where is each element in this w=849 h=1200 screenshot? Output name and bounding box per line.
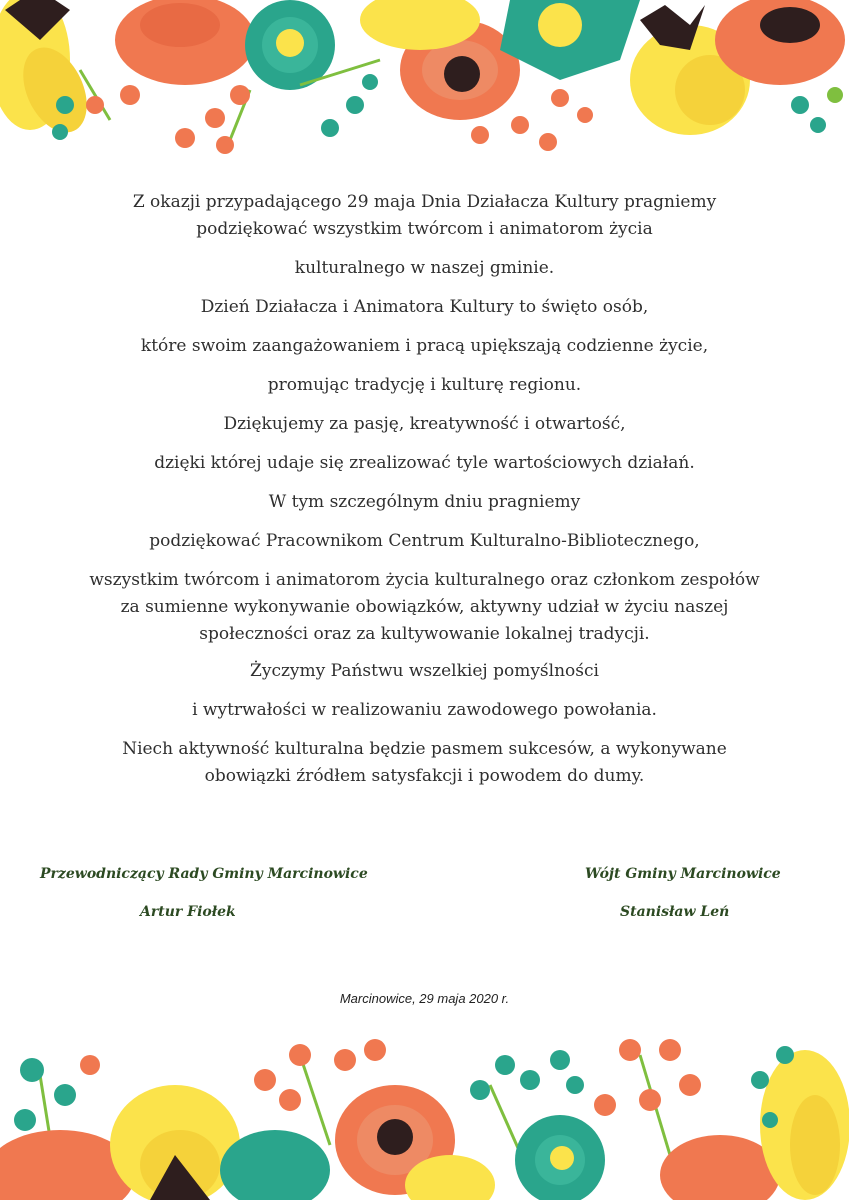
flower-teal-icon (245, 0, 335, 90)
flower-orange-icon (115, 0, 255, 85)
body-line: które swoim zaangażowaniem i pracą upiększają codzienne życie, (140, 336, 709, 356)
body-line: Dziękujemy za pasję, kreatywność i otwartość, (223, 414, 626, 434)
body-line: kulturalnego w naszej gminie. (294, 258, 555, 278)
flower-teal-icon (500, 0, 640, 80)
body-line: promując tradycję i kulturę regionu. (267, 375, 582, 395)
flower-yellow-icon (110, 1085, 240, 1200)
berries-icon (594, 1039, 701, 1155)
body-line: dzięki której udaje się zrealizować tyle wartościowych działań. (154, 453, 695, 473)
flower-yellow-icon (0, 0, 99, 143)
body-line: i wytrwałości w realizowaniu zawodowego powołania. (192, 700, 657, 720)
berries-icon (791, 87, 843, 133)
signature-right-name: Stanisław Leń (620, 904, 730, 920)
body-line: podziękować Pracownikom Centrum Kulturalno-Bibliotecznego, (149, 531, 700, 551)
signature-left-title: Przewodniczący Rady Gminy Marcinowice (40, 866, 368, 882)
date-line: Marcinowice, 29 maja 2020 r. (339, 991, 510, 1006)
body-line: podziękować wszystkim twórcom i animatorom życia (196, 219, 653, 239)
body-line: obowiązki źródłem satysfakcji i powodem do dumy. (204, 766, 645, 786)
flower-teal-icon (515, 1115, 605, 1200)
floral-border-bottom (0, 1025, 849, 1200)
letter-body (30, 190, 819, 788)
body-line: Życzymy Państwu wszelkiej pomyślności (250, 661, 599, 681)
body-line: W tym szczególnym dniu pragniemy (268, 492, 581, 512)
body-line: społeczności oraz za kultywowanie lokalnej tradycji. (199, 624, 650, 644)
body-line: wszystkim twórcom i animatorom życia kulturalnego oraz członkom zespołów (89, 570, 760, 590)
signature-right-title: Wójt Gminy Marcinowice (585, 866, 781, 882)
body-line: Z okazji przypadającego 29 maja Dnia Działacza Kultury pragniemy (132, 192, 717, 212)
body-line: Niech aktywność kulturalna będzie pasmem sukcesów, a wykonywane (122, 739, 727, 759)
signature-left-name: Artur Fiołek (140, 904, 236, 920)
body-line: Dzień Działacza i Animatora Kultury to święto osób, (200, 297, 649, 317)
floral-border-top (0, 0, 849, 160)
body-line: za sumienne wykonywanie obowiązków, aktywny udział w życiu naszej (120, 597, 729, 617)
